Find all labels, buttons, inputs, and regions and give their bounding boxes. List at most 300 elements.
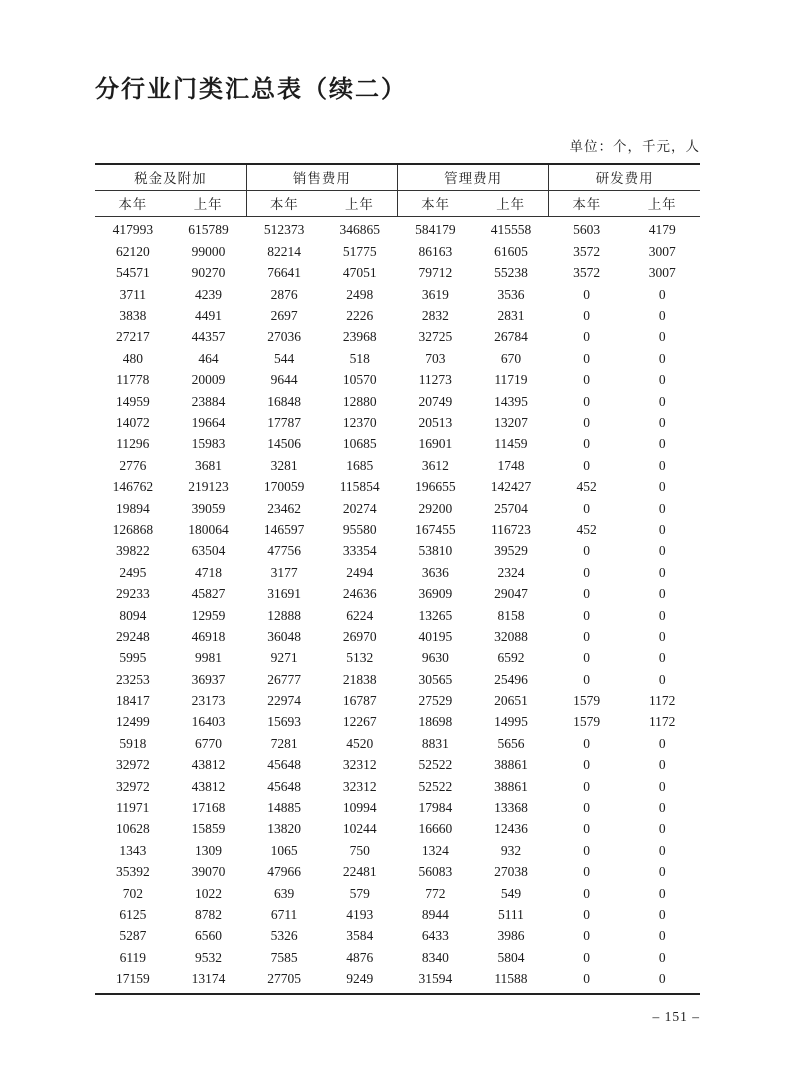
- table-cell: 90270: [191, 265, 226, 281]
- table-row: [95, 519, 700, 540]
- table-cell: 1172: [648, 714, 676, 730]
- table-row: [95, 434, 700, 455]
- table-cell: 52522: [418, 778, 453, 794]
- table-cell: 0: [583, 842, 590, 858]
- table-cell: 703: [425, 350, 446, 366]
- table-cell: 0: [658, 350, 666, 366]
- table-row: [95, 840, 700, 861]
- table-cell: 0: [658, 586, 666, 602]
- table-row: [95, 712, 700, 733]
- table-row: [95, 241, 700, 262]
- table-cell: 20513: [418, 415, 453, 430]
- subheader-current-year: 本年: [246, 190, 322, 216]
- table-cell: 0: [658, 864, 666, 880]
- table-row: [95, 412, 700, 433]
- table-cell: 0: [658, 971, 666, 987]
- table-cell: 23884: [191, 393, 226, 409]
- table-cell: 2831: [497, 308, 525, 324]
- table-cell: 35392: [115, 864, 150, 880]
- table-cell: 27705: [267, 971, 301, 987]
- table-cell: 39822: [115, 543, 150, 559]
- table-cell: 1309: [194, 842, 222, 858]
- table-cell: 32312: [342, 778, 377, 794]
- table-cell: 3007: [648, 265, 676, 281]
- table-cell: 0: [583, 864, 590, 880]
- table-cell: 170059: [263, 479, 305, 495]
- table-cell: 14395: [494, 393, 528, 409]
- table-cell: 26777: [267, 671, 301, 687]
- table-cell: 1579: [573, 693, 601, 709]
- table-cell: 27529: [418, 693, 453, 709]
- table-cell: 116723: [490, 521, 531, 537]
- table-cell: 8944: [421, 906, 449, 922]
- table-cell: 17159: [115, 971, 150, 987]
- table-cell: 0: [583, 671, 590, 687]
- table-cell: 10685: [342, 436, 377, 452]
- table-cell: 20651: [494, 693, 528, 709]
- table-cell: 16787: [342, 693, 377, 709]
- sub-header-row: [95, 190, 700, 216]
- table-cell: 2226: [346, 308, 374, 324]
- table-cell: 702: [122, 885, 143, 901]
- table-cell: 21838: [342, 671, 377, 687]
- table-cell: 4239: [194, 286, 222, 302]
- table-cell: 36937: [191, 671, 226, 687]
- table-cell: 14506: [267, 436, 301, 452]
- table-row: [95, 370, 700, 391]
- table-cell: 0: [658, 671, 666, 687]
- table-row: [95, 541, 700, 562]
- table-cell: 0: [583, 308, 590, 324]
- table-cell: 0: [658, 842, 666, 858]
- table-cell: 13174: [191, 971, 226, 987]
- table-body: [95, 216, 700, 994]
- table-cell: 0: [658, 308, 666, 324]
- table-cell: 3572: [573, 265, 601, 281]
- table-row: [95, 305, 700, 326]
- table-cell: 0: [658, 500, 666, 516]
- table-cell: 5132: [346, 650, 374, 666]
- table-cell: 464: [198, 350, 219, 366]
- table-cell: 2876: [270, 286, 298, 302]
- table-row: [95, 690, 700, 711]
- table-row: [95, 669, 700, 690]
- table-cell: 0: [583, 543, 590, 559]
- table-row: [95, 348, 700, 369]
- table-cell: 95580: [342, 521, 377, 537]
- table-cell: 17787: [267, 415, 301, 430]
- table-cell: 33354: [342, 543, 377, 559]
- table-cell: 47966: [267, 864, 301, 880]
- table-cell: 0: [583, 949, 590, 965]
- table-cell: 452: [576, 521, 597, 537]
- table-cell: 3986: [497, 928, 525, 944]
- table-cell: 0: [658, 564, 666, 580]
- table-cell: 9981: [194, 650, 222, 666]
- table-cell: 10570: [342, 372, 377, 388]
- table-cell: 0: [583, 800, 590, 816]
- table-cell: 0: [658, 949, 666, 965]
- table-cell: 11778: [116, 372, 150, 388]
- table-cell: 22481: [342, 864, 377, 880]
- table-cell: 5326: [270, 928, 298, 944]
- table-row: [95, 455, 700, 476]
- table-cell: 167455: [415, 521, 456, 537]
- table-cell: 6119: [119, 949, 147, 965]
- table-cell: 18417: [115, 693, 150, 709]
- table-cell: 4718: [194, 564, 222, 580]
- table-cell: 219123: [188, 479, 229, 495]
- table-cell: 0: [583, 415, 590, 430]
- table-cell: 0: [658, 607, 666, 623]
- table-cell: 5918: [119, 735, 147, 751]
- table-cell: 452: [576, 479, 597, 495]
- table-cell: 0: [583, 372, 590, 388]
- table-cell: 0: [658, 479, 666, 495]
- table-cell: 27036: [267, 329, 301, 345]
- column-group-selling-expenses: 销售费用: [246, 164, 397, 191]
- table-cell: 1065: [270, 842, 298, 858]
- table-row: [95, 947, 700, 968]
- subheader-previous-year: 上年: [624, 190, 700, 216]
- table-cell: 126868: [112, 521, 154, 537]
- table-cell: 13820: [267, 821, 301, 837]
- table-cell: 12436: [494, 821, 528, 837]
- table-cell: 9630: [421, 650, 449, 666]
- table-cell: 5995: [119, 650, 147, 666]
- table-cell: 772: [425, 885, 446, 901]
- table-cell: 39070: [191, 864, 226, 880]
- table-cell: 6592: [497, 650, 525, 666]
- table-cell: 24636: [342, 586, 377, 602]
- table-cell: 25704: [494, 500, 528, 516]
- table-cell: 0: [583, 906, 590, 922]
- table-cell: 0: [583, 928, 590, 944]
- table-cell: 11296: [116, 436, 150, 452]
- table-cell: 2324: [497, 564, 525, 580]
- table-cell: 0: [583, 757, 590, 773]
- table-cell: 45648: [267, 757, 301, 773]
- table-cell: 18698: [418, 714, 453, 730]
- table-cell: 115854: [339, 479, 380, 495]
- table-row: [95, 819, 700, 840]
- table-cell: 0: [658, 821, 666, 837]
- table-cell: 0: [583, 500, 590, 516]
- table-cell: 5603: [573, 222, 601, 238]
- table-cell: 27217: [115, 329, 150, 345]
- table-cell: 44357: [191, 329, 226, 345]
- table-cell: 8158: [497, 607, 525, 623]
- table-cell: 15859: [191, 821, 226, 837]
- table-cell: 12880: [342, 393, 377, 409]
- table-cell: 63504: [191, 543, 226, 559]
- table-cell: 2495: [119, 564, 147, 580]
- table-cell: 0: [658, 778, 666, 794]
- table-cell: 11588: [494, 971, 528, 987]
- table-cell: 29200: [418, 500, 453, 516]
- table-cell: 0: [658, 906, 666, 922]
- table-cell: 32088: [494, 628, 528, 644]
- table-cell: 16660: [418, 821, 453, 837]
- table-cell: 0: [658, 521, 666, 537]
- table-cell: 196655: [415, 479, 456, 495]
- table-cell: 0: [583, 286, 590, 302]
- table-cell: 4520: [346, 735, 374, 751]
- table-row: [95, 284, 700, 305]
- table-cell: 12267: [342, 714, 377, 730]
- table-cell: 55238: [494, 265, 528, 281]
- table-cell: 43812: [191, 778, 226, 794]
- table-cell: 17984: [418, 800, 453, 816]
- table-cell: 29233: [115, 586, 150, 602]
- table-cell: 23968: [342, 329, 377, 345]
- table-cell: 0: [583, 735, 590, 751]
- table-cell: 3572: [573, 243, 601, 259]
- table-row: [95, 862, 700, 883]
- table-row: [95, 904, 700, 925]
- table-cell: 2494: [346, 564, 374, 580]
- table-cell: 20009: [191, 372, 226, 388]
- table-cell: 0: [583, 329, 590, 345]
- table-cell: 750: [349, 842, 370, 858]
- table-row: [95, 755, 700, 776]
- table-cell: 26784: [494, 329, 528, 345]
- table-cell: 0: [583, 436, 590, 452]
- table-cell: 26970: [342, 628, 377, 644]
- table-row: [95, 216, 700, 241]
- table-cell: 99000: [191, 243, 226, 259]
- column-group-rd-expenses: 研发费用: [549, 164, 700, 191]
- table-cell: 3636: [421, 564, 449, 580]
- table-cell: 76641: [267, 265, 301, 281]
- table-cell: 2498: [346, 286, 374, 302]
- table-cell: 54571: [115, 265, 150, 281]
- table-cell: 4876: [346, 949, 374, 965]
- table-cell: 5804: [497, 949, 525, 965]
- table-cell: 32725: [418, 329, 453, 345]
- table-cell: 11971: [116, 800, 150, 816]
- table-header: [95, 164, 700, 217]
- table-cell: 2776: [119, 457, 147, 473]
- page-number: – 151 –: [652, 1009, 700, 1024]
- table-cell: 31594: [418, 971, 453, 987]
- table-cell: 6560: [194, 928, 222, 944]
- table-cell: 10244: [342, 821, 377, 837]
- table-cell: 6125: [119, 906, 147, 922]
- table-cell: 6711: [270, 906, 298, 922]
- table-cell: 0: [658, 885, 666, 901]
- table-cell: 79712: [418, 265, 453, 281]
- table-row: [95, 883, 700, 904]
- table-cell: 12370: [342, 415, 377, 430]
- table-cell: 45648: [267, 778, 301, 794]
- table-cell: 9271: [270, 650, 298, 666]
- table-cell: 1343: [119, 842, 147, 858]
- table-cell: 0: [658, 628, 666, 644]
- table-cell: 6224: [346, 607, 374, 623]
- column-group-admin-expenses: 管理费用: [398, 164, 549, 191]
- table-cell: 639: [273, 885, 295, 901]
- table-row: [95, 797, 700, 818]
- table-cell: 38861: [494, 757, 528, 773]
- table-cell: 4491: [194, 308, 222, 324]
- table-cell: 30565: [418, 671, 453, 687]
- table-cell: 22974: [267, 693, 301, 709]
- table-cell: 19664: [191, 415, 226, 430]
- table-cell: 27038: [494, 864, 528, 880]
- table-cell: 584179: [415, 222, 456, 238]
- table-cell: 670: [500, 350, 522, 366]
- table-cell: 4193: [346, 906, 374, 922]
- table-cell: 14995: [494, 714, 528, 730]
- table-cell: 52522: [418, 757, 453, 773]
- table-cell: 53810: [418, 543, 453, 559]
- table-cell: 10994: [342, 800, 377, 816]
- table-cell: 0: [583, 457, 590, 473]
- table-cell: 0: [583, 650, 590, 666]
- table-cell: 0: [583, 778, 590, 794]
- table-cell: 1748: [497, 457, 525, 473]
- table-cell: 32312: [342, 757, 377, 773]
- table-cell: 16848: [267, 393, 301, 409]
- table-cell: 1324: [421, 842, 449, 858]
- table-cell: 3681: [194, 457, 222, 473]
- table-cell: 5656: [497, 735, 525, 751]
- table-row: [95, 626, 700, 647]
- table-cell: 16901: [418, 436, 453, 452]
- table-cell: 14885: [267, 800, 301, 816]
- table-cell: 0: [583, 628, 590, 644]
- table-cell: 23253: [115, 671, 150, 687]
- subheader-current-year: 本年: [398, 190, 474, 216]
- table-cell: 38861: [494, 778, 528, 794]
- table-cell: 39059: [191, 500, 226, 516]
- table-cell: 1022: [194, 885, 222, 901]
- subheader-previous-year: 上年: [171, 190, 247, 216]
- summary-table: [95, 163, 700, 995]
- table-row: [95, 476, 700, 497]
- table-cell: 7281: [270, 735, 298, 751]
- table-cell: 2832: [421, 308, 449, 324]
- table-cell: 0: [583, 393, 590, 409]
- table-cell: 16403: [191, 714, 226, 730]
- table-cell: 17168: [191, 800, 226, 816]
- table-cell: 13265: [418, 607, 453, 623]
- table-cell: 3612: [421, 457, 449, 473]
- table-cell: 32972: [115, 757, 150, 773]
- table-cell: 0: [658, 415, 666, 430]
- table-cell: 142427: [490, 479, 532, 495]
- subheader-current-year: 本年: [95, 190, 171, 216]
- table-cell: 0: [658, 800, 666, 816]
- table-cell: 15983: [191, 436, 226, 452]
- table-cell: 3536: [497, 286, 525, 302]
- table-cell: 8831: [421, 735, 449, 751]
- table-cell: 20274: [342, 500, 377, 516]
- table-cell: 0: [583, 586, 590, 602]
- table-cell: 13207: [494, 415, 528, 430]
- table-cell: 19894: [115, 500, 150, 516]
- table-cell: 932: [500, 842, 522, 858]
- column-group-taxes-surcharges: 税金及附加: [95, 164, 246, 191]
- table-cell: 0: [658, 757, 666, 773]
- table-cell: 56083: [418, 864, 453, 880]
- table-cell: 10628: [115, 821, 150, 837]
- table-cell: 0: [583, 607, 590, 623]
- table-row: [95, 562, 700, 583]
- table-cell: 417993: [112, 222, 154, 238]
- table-cell: 7585: [270, 949, 298, 965]
- subheader-previous-year: 上年: [473, 190, 549, 216]
- table-cell: 480: [122, 350, 143, 366]
- table-cell: 346865: [339, 222, 380, 238]
- table-row: [95, 327, 700, 348]
- page-title: 分行业门类汇总表（续二）: [95, 77, 407, 103]
- table-cell: 518: [349, 350, 370, 366]
- table-cell: 0: [658, 457, 666, 473]
- table-cell: 31691: [267, 586, 301, 602]
- table-cell: 20749: [418, 393, 453, 409]
- table-cell: 6433: [421, 928, 449, 944]
- table-cell: 0: [658, 650, 666, 666]
- table-cell: 0: [583, 971, 590, 987]
- table-cell: 51775: [342, 243, 377, 259]
- table-cell: 3619: [421, 286, 449, 302]
- table-cell: 0: [658, 393, 666, 409]
- table-cell: 1685: [346, 457, 374, 473]
- table-cell: 47756: [267, 543, 301, 559]
- table-cell: 4179: [648, 222, 676, 238]
- table-cell: 415558: [490, 222, 532, 238]
- table-cell: 9532: [194, 949, 222, 965]
- table-cell: 13368: [494, 800, 528, 816]
- table-cell: 3838: [119, 308, 147, 324]
- table-cell: 12959: [191, 607, 226, 623]
- table-cell: 5287: [119, 928, 147, 944]
- table-cell: 615789: [188, 222, 229, 238]
- table-cell: 0: [658, 286, 666, 302]
- table-cell: 8782: [194, 906, 222, 922]
- table-row: [95, 605, 700, 626]
- table-cell: 9249: [346, 971, 374, 987]
- table-cell: 36048: [267, 628, 301, 644]
- table-cell: 29047: [494, 586, 528, 602]
- table-cell: 3281: [270, 457, 298, 473]
- table-cell: 0: [583, 564, 590, 580]
- table-cell: 12888: [267, 607, 301, 623]
- table-row: [95, 583, 700, 604]
- table-cell: 46918: [191, 628, 226, 644]
- table-cell: 15693: [267, 714, 301, 730]
- table-row: [95, 263, 700, 284]
- table-cell: 23173: [191, 693, 226, 709]
- table-cell: 3711: [119, 286, 147, 302]
- table-cell: 5111: [497, 906, 524, 922]
- subheader-current-year: 本年: [549, 190, 625, 216]
- table-cell: 0: [583, 885, 590, 901]
- table-cell: 23462: [267, 500, 301, 516]
- table-cell: 3584: [346, 928, 374, 944]
- table-cell: 3177: [270, 564, 298, 580]
- table-cell: 3007: [648, 243, 676, 259]
- table-cell: 14072: [115, 415, 150, 430]
- table-row: [95, 776, 700, 797]
- table-cell: 45827: [191, 586, 226, 602]
- table-cell: 8094: [119, 607, 147, 623]
- column-group-row: [95, 164, 700, 191]
- table-cell: 1579: [573, 714, 601, 730]
- table-cell: 14959: [115, 393, 150, 409]
